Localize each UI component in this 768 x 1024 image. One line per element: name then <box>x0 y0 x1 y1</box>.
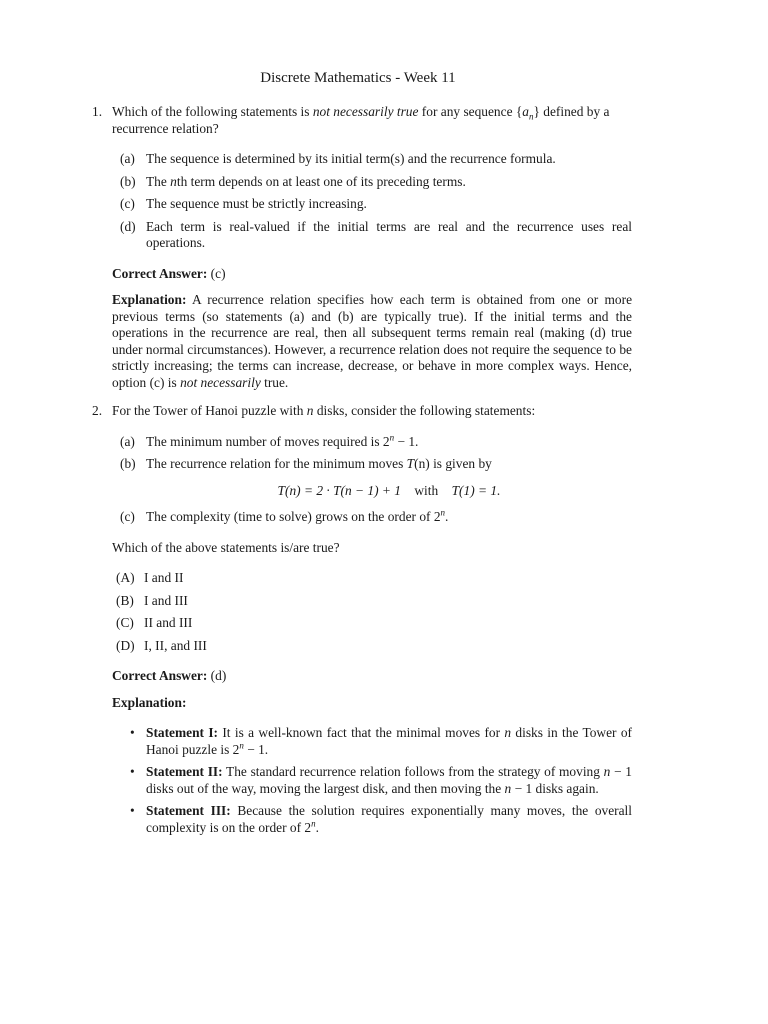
option-text: The minimum number of moves required is 2 <box>146 433 390 449</box>
answer-value: (d) <box>210 668 227 683</box>
option-label: (b) <box>120 456 136 471</box>
option-text: The sequence must be strictly increasing. <box>146 196 367 211</box>
math-function: T <box>406 456 415 471</box>
question-2 <box>92 403 632 836</box>
math-variable: n <box>306 403 314 418</box>
initial-condition: T(1) = 1. <box>451 482 501 498</box>
document-content <box>92 104 632 842</box>
bullet-text: − 1. <box>243 741 269 757</box>
option-text-part: − 1. <box>394 433 419 449</box>
which-prompt: Which of the above statements is/are true? <box>112 539 340 555</box>
option-text: Each term is real-valued if the initial terms are real and the recurrence uses real operations. <box>146 218 632 250</box>
option-text-part: is given by <box>429 456 492 471</box>
option-a <box>112 151 632 168</box>
option-text <box>146 174 466 189</box>
choices-list <box>112 570 632 654</box>
option-label: (d) <box>120 218 136 234</box>
option-d <box>112 219 632 252</box>
bullet-statement-3 <box>112 803 632 836</box>
bullet-icon: • <box>130 725 135 740</box>
explanation-label: Explanation: <box>112 292 187 307</box>
question-text-part: for any sequence { <box>418 104 523 119</box>
answer-label: Correct Answer: <box>112 668 208 683</box>
question-text-part: For the Tower of Hanoi puzzle with <box>112 403 307 418</box>
choice-label: (B) <box>116 592 134 608</box>
recurrence-equation: T(n) = 2 · T(n − 1) + 1 <box>277 482 401 498</box>
explanation-bullets <box>112 725 632 836</box>
question-text <box>112 403 632 420</box>
bullet-label: Statement II: <box>146 764 223 779</box>
statement-c <box>112 509 632 526</box>
math-argument: (n) <box>414 456 430 471</box>
bullet-icon: • <box>130 764 135 779</box>
explanation-heading <box>112 695 632 712</box>
option-text-part: th term depends on at least one of its preceding terms. <box>176 173 466 189</box>
bullet-statement-2 <box>112 764 632 797</box>
option-label: (c) <box>120 196 135 211</box>
question-text-part: Which of the following statements is <box>112 104 313 119</box>
question-text-part: } defined by a recurrence relation? <box>112 104 610 136</box>
math-variable: n <box>504 780 512 796</box>
choice-b <box>112 593 632 610</box>
sequence-variable: a <box>522 104 529 119</box>
answer-label: Correct Answer: <box>112 265 208 281</box>
answer-value: (c) <box>210 265 226 281</box>
bullet-statement-1 <box>112 725 632 758</box>
bullet-label: Statement I: <box>146 725 219 740</box>
choice-text: I and II <box>144 570 184 585</box>
statement-b <box>112 456 632 499</box>
option-text: The recurrence relation for the minimum moves <box>146 456 407 471</box>
exponent: n <box>389 432 395 443</box>
math-variable: n <box>170 173 177 189</box>
choice-text: I, II, and III <box>144 637 207 653</box>
correct-answer <box>112 668 632 685</box>
question-text-part: disks, consider the following statements: <box>313 403 536 418</box>
statement-a <box>112 434 632 451</box>
option-text-part: . <box>445 509 449 524</box>
explanation-label: Explanation: <box>112 694 187 710</box>
option-label: (c) <box>120 509 135 524</box>
bullet-text: It is a well-known fact that the minimal moves for <box>218 725 505 740</box>
question-text <box>112 104 632 137</box>
explanation-text: true. <box>260 374 289 390</box>
option-b <box>112 174 632 191</box>
option-text: The complexity (time to solve) grows on the order of 2 <box>146 509 441 524</box>
question-1 <box>92 104 632 391</box>
choice-label: (A) <box>116 570 135 585</box>
display-equation <box>146 483 632 500</box>
choice-label: (D) <box>116 637 135 653</box>
exponent: n <box>239 740 244 751</box>
bullet-text: disks in the Tower of Hanoi puzzle is 2 <box>146 725 632 757</box>
bullet-text: Because the solution requires exponentially many moves, the overall complexity is on the order of 2 <box>146 803 632 835</box>
choice-text: I and III <box>144 592 188 608</box>
bullet-icon: • <box>130 803 135 818</box>
page-title: Discrete Mathematics - Week 11 <box>260 70 456 86</box>
math-variable: n <box>504 725 512 740</box>
options-list <box>112 151 632 252</box>
bullet-label: Statement III: <box>146 803 231 818</box>
exponent: n <box>311 818 316 829</box>
choice-a <box>112 570 632 587</box>
bullet-text: − 1 disks again. <box>511 780 599 796</box>
statements-list <box>112 434 632 526</box>
option-label: (a) <box>120 151 135 166</box>
explanation <box>112 292 632 391</box>
bullet-text: − 1 disks out of the way, moving the largest disk, and then moving the <box>146 764 632 796</box>
sequence-subscript: n <box>529 111 534 122</box>
option-label: (b) <box>120 173 136 189</box>
option-text: The sequence is determined by its initial term(s) and the recurrence formula. <box>146 151 556 166</box>
bullet-text: . <box>315 819 319 835</box>
option-c <box>112 196 632 213</box>
question-number: 2. <box>92 403 103 418</box>
choice-label: (C) <box>116 615 134 630</box>
correct-answer <box>112 266 632 283</box>
math-variable: n <box>603 764 611 779</box>
explanation-emphasis: not necessarily <box>180 374 261 390</box>
equation-connector: with <box>414 482 439 498</box>
option-label: (a) <box>120 433 135 449</box>
choice-c <box>112 615 632 632</box>
option-text-part: The <box>146 173 171 189</box>
choice-text: II and III <box>144 615 193 630</box>
choice-d <box>112 638 632 655</box>
question-emphasis: not necessarily true <box>312 104 419 119</box>
question-number: 1. <box>92 104 103 119</box>
bullet-text: The standard recurrence relation follows from the strategy of moving <box>222 764 604 779</box>
explanation-text: A recurrence relation specifies how each term is obtained from one or more previous terms (so statements (a) and (b) are typically true). If the initial terms and the operations in the recurrence are real, then all subsequent terms remain real (making (d) true under normal circumstances). However, a recurrence relation does not require the sequence to be strictly increasing; the terms can increase, decrease, or behave in more complex ways. Hence, option (c) is <box>112 292 633 390</box>
exponent: n <box>440 507 446 518</box>
